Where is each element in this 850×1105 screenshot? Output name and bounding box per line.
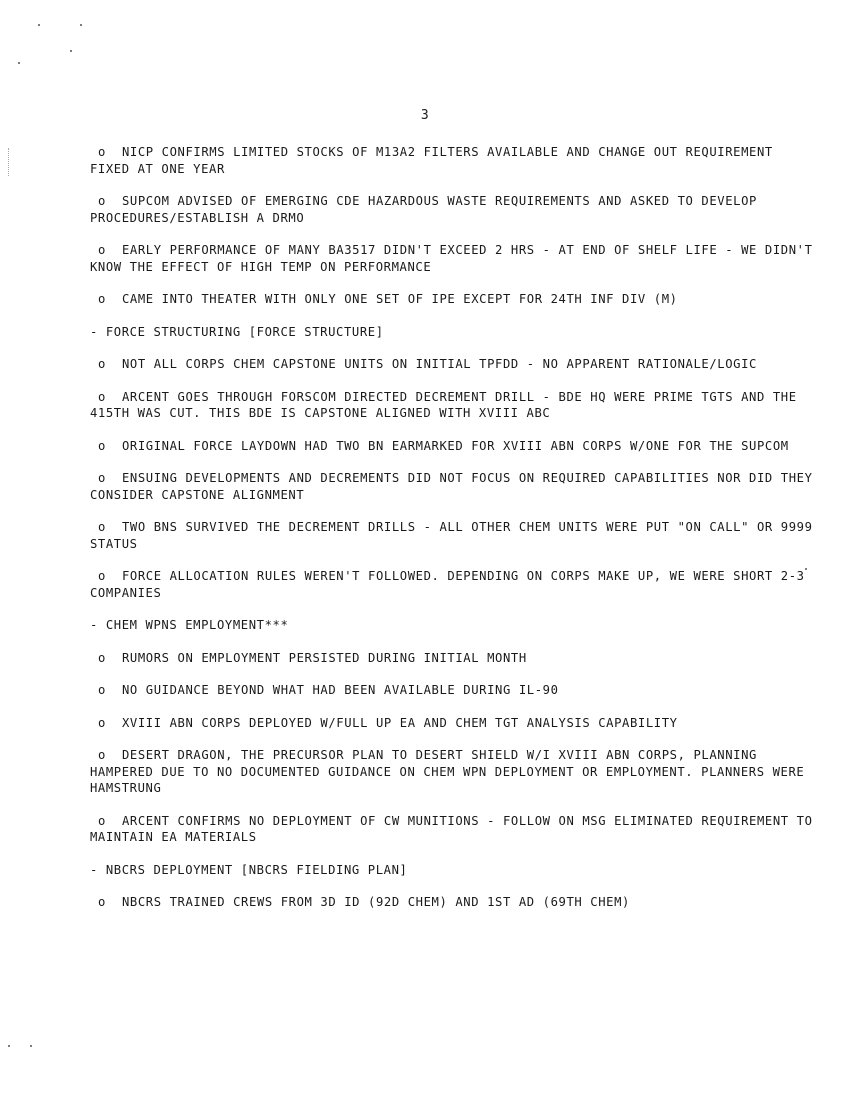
bullet-text: SUPCOM ADVISED OF EMERGING CDE HAZARDOUS WASTE REQUIREMENTS AND ASKED TO DEVELOP PROCEDURES/ESTABLISH A DRMO bbox=[90, 194, 757, 225]
bullet-text: FORCE ALLOCATION RULES WEREN'T FOLLOWED. DEPENDING ON CORPS MAKE UP, WE WERE SHORT 2-3 COMPANIES bbox=[90, 569, 805, 600]
bullet-marker: o bbox=[98, 145, 106, 159]
scan-speck bbox=[80, 24, 82, 26]
bullet-marker: o bbox=[98, 520, 106, 534]
bullet-text: NO GUIDANCE BEYOND WHAT HAD BEEN AVAILABLE DURING IL-90 bbox=[122, 683, 559, 697]
bullet-marker: o bbox=[98, 715, 106, 730]
bullet-item bbox=[90, 438, 815, 455]
bullet-text: ARCENT GOES THROUGH FORSCOM DIRECTED DECREMENT DRILL - BDE HQ WERE PRIME TGTS AND THE 415TH WAS CUT. THIS BDE IS CAPSTONE ALIGNED WITH XVIII ABC bbox=[90, 389, 797, 420]
bullet-item bbox=[90, 356, 815, 373]
bullet-marker: o bbox=[98, 292, 106, 306]
bullet-item bbox=[90, 894, 815, 911]
section-heading: - NBCRS DEPLOYMENT [NBCRS FIELDING PLAN] bbox=[90, 862, 408, 877]
scan-speck bbox=[30, 1045, 32, 1047]
bullet-item bbox=[90, 389, 815, 422]
bullet-item bbox=[90, 470, 815, 503]
document-body bbox=[90, 144, 815, 927]
bullet-text: CAME INTO THEATER WITH ONLY ONE SET OF IPE EXCEPT FOR 24TH INF DIV (M) bbox=[122, 292, 678, 306]
bullet-marker: o bbox=[98, 683, 106, 697]
bullet-text: ORIGINAL FORCE LAYDOWN HAD TWO BN EARMARKED FOR XVIII ABN CORPS W/ONE FOR THE SUPCOM bbox=[122, 438, 789, 453]
bullet-marker: o bbox=[98, 650, 106, 665]
scan-speck bbox=[70, 50, 72, 52]
scan-speck bbox=[18, 62, 20, 64]
bullet-item bbox=[90, 568, 815, 601]
bullet-text: XVIII ABN CORPS DEPLOYED W/FULL UP EA AND CHEM TGT ANALYSIS CAPABILITY bbox=[122, 715, 678, 730]
bullet-marker: o bbox=[98, 357, 106, 371]
bullet-text: DESERT DRAGON, THE PRECURSOR PLAN TO DESERT SHIELD W/I XVIII ABN CORPS, PLANNING HAMPERED DUE TO NO DOCUMENTED GUIDANCE ON CHEM WPN DEPLOYMENT OR EMPLOYMENT. PLANNERS WERE HAMSTRUNG bbox=[90, 748, 805, 795]
bullet-marker: o bbox=[98, 389, 106, 404]
bullet-item bbox=[90, 682, 815, 699]
bullet-marker: o bbox=[98, 895, 106, 909]
bullet-item bbox=[90, 715, 815, 732]
bullet-marker: o bbox=[98, 471, 106, 485]
bullet-item bbox=[90, 747, 815, 797]
bullet-text: EARLY PERFORMANCE OF MANY BA3517 DIDN'T EXCEED 2 HRS - AT END OF SHELF LIFE - WE DIDN'T KNOW THE EFFECT OF HIGH TEMP ON PERFORMANCE bbox=[90, 243, 813, 274]
bullet-marker: o bbox=[98, 569, 106, 583]
scan-mark bbox=[8, 148, 10, 176]
bullet-item bbox=[90, 519, 815, 552]
bullet-text: RUMORS ON EMPLOYMENT PERSISTED DURING INITIAL MONTH bbox=[122, 650, 527, 665]
bullet-text: ENSUING DEVELOPMENTS AND DECREMENTS DID NOT FOCUS ON REQUIRED CAPABILITIES NOR DID THEY CONSIDER CAPSTONE ALIGNMENT bbox=[90, 471, 813, 502]
bullet-marker: o bbox=[98, 438, 106, 453]
bullet-text: NOT ALL CORPS CHEM CAPSTONE UNITS ON INITIAL TPFDD - NO APPARENT RATIONALE/LOGIC bbox=[122, 357, 757, 371]
bullet-item bbox=[90, 650, 815, 667]
bullet-item bbox=[90, 193, 815, 226]
bullet-marker: o bbox=[98, 243, 106, 257]
bullet-item bbox=[90, 144, 815, 177]
bullet-text: TWO BNS SURVIVED THE DECREMENT DRILLS - ALL OTHER CHEM UNITS WERE PUT "ON CALL" OR 9999 STATUS bbox=[90, 520, 813, 551]
bullet-marker: o bbox=[98, 813, 106, 828]
section-heading: - CHEM WPNS EMPLOYMENT*** bbox=[90, 618, 289, 632]
bullet-marker: o bbox=[98, 194, 106, 208]
bullet-item bbox=[90, 813, 815, 846]
bullet-item bbox=[90, 242, 815, 275]
section-heading: - FORCE STRUCTURING [FORCE STRUCTURE] bbox=[90, 324, 384, 339]
bullet-item bbox=[90, 291, 815, 308]
bullet-text: NBCRS TRAINED CREWS FROM 3D ID (92D CHEM) AND 1ST AD (69TH CHEM) bbox=[122, 895, 630, 909]
bullet-marker: o bbox=[98, 748, 106, 762]
scan-speck bbox=[38, 24, 40, 26]
bullet-text: ARCENT CONFIRMS NO DEPLOYMENT OF CW MUNITIONS - FOLLOW ON MSG ELIMINATED REQUIREMENT TO MAINTAIN EA MATERIALS bbox=[90, 813, 813, 844]
scan-speck bbox=[8, 1045, 10, 1047]
bullet-text: NICP CONFIRMS LIMITED STOCKS OF M13A2 FILTERS AVAILABLE AND CHANGE OUT REQUIREMENT FIXED AT ONE YEAR bbox=[90, 145, 773, 176]
page-number: 3 bbox=[420, 108, 430, 123]
